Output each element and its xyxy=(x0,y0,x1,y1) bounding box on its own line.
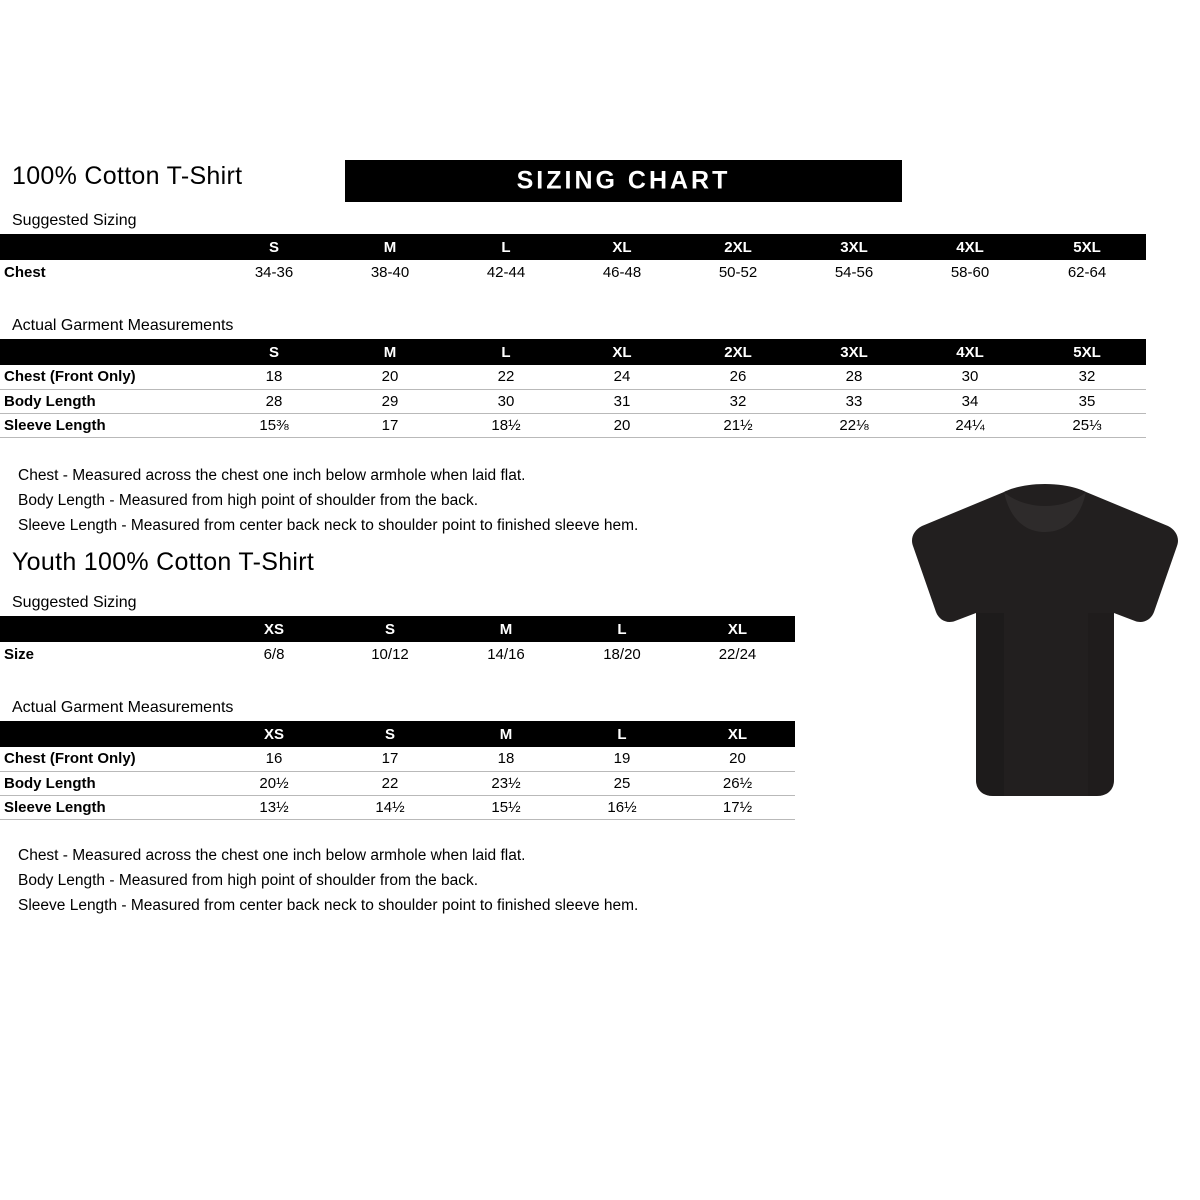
cell: 20 xyxy=(613,416,631,434)
cell: 30 xyxy=(961,368,979,386)
cell: 28 xyxy=(845,368,863,386)
cell: 14½ xyxy=(375,798,405,816)
column-header: 4XL xyxy=(912,339,1028,365)
cell: 17 xyxy=(381,750,399,768)
column-header: L xyxy=(564,616,680,642)
table-row xyxy=(0,365,1146,389)
column-header: XL xyxy=(564,234,680,260)
cell: 58-60 xyxy=(950,263,990,281)
column-header: 2XL xyxy=(680,234,796,260)
sizing-chart-banner xyxy=(345,160,902,202)
cell: 19 xyxy=(613,750,631,768)
cell: 17½ xyxy=(722,798,753,816)
cell: 26½ xyxy=(722,774,753,792)
column-header: 2XL xyxy=(680,339,796,365)
cell: 32 xyxy=(729,392,747,410)
cell: 18/20 xyxy=(603,645,641,663)
column-header: S xyxy=(332,616,448,642)
adult-measurement-notes xyxy=(18,463,638,538)
adult-actual-measurements-table xyxy=(0,339,1146,438)
cell: 26 xyxy=(729,368,747,386)
column-header: S xyxy=(216,234,332,260)
row-label: Sleeve Length xyxy=(4,798,106,816)
note-body-length: Body Length - Measured from high point of shoulder from the back. xyxy=(18,492,479,509)
note-chest: Chest - Measured across the chest one inch below armhole when laid flat. xyxy=(18,847,526,864)
column-header: L xyxy=(564,721,680,747)
adult-section-title: 100% Cotton T-Shirt xyxy=(12,162,243,190)
row-label: Body Length xyxy=(4,774,96,792)
row-label: Chest (Front Only) xyxy=(4,750,136,768)
column-header: XS xyxy=(216,616,332,642)
row-label: Body Length xyxy=(4,392,96,410)
column-header: M xyxy=(448,721,564,747)
cell: 24 xyxy=(613,368,631,386)
table-row xyxy=(0,413,1146,437)
cell: 22 xyxy=(497,368,515,386)
cell: 31 xyxy=(613,392,631,410)
cell: 15½ xyxy=(491,798,521,816)
cell: 50-52 xyxy=(718,263,758,281)
column-header: M xyxy=(332,339,448,365)
cell: 22/24 xyxy=(718,645,757,663)
table-row xyxy=(0,771,795,795)
table-row xyxy=(0,795,795,819)
cell: 10/12 xyxy=(371,645,409,663)
cell: 54-56 xyxy=(834,263,874,281)
table-header-row xyxy=(0,721,795,747)
cell: 20 xyxy=(729,750,746,768)
column-header: 3XL xyxy=(796,339,912,365)
table-row xyxy=(0,747,795,771)
column-header: M xyxy=(448,616,564,642)
row-label: Chest (Front Only) xyxy=(4,368,136,386)
cell: 14/16 xyxy=(487,645,525,663)
column-header: S xyxy=(332,721,448,747)
cell: 34 xyxy=(961,392,979,410)
column-header: XL xyxy=(680,721,795,747)
cell: 15⅜ xyxy=(259,416,289,434)
table-header-row xyxy=(0,234,1146,260)
table-row xyxy=(0,260,1146,284)
cell: 22⅛ xyxy=(839,416,869,434)
cell: 20½ xyxy=(259,774,289,792)
column-header: L xyxy=(448,339,564,365)
cell: 28 xyxy=(265,392,283,410)
cell: 20 xyxy=(381,368,399,386)
column-header: 4XL xyxy=(912,234,1028,260)
youth-actual-measurements-label: Actual Garment Measurements xyxy=(12,699,234,716)
sizing-chart-banner-label: SIZING CHART xyxy=(516,166,731,195)
t-shirt-illustration xyxy=(900,480,1190,810)
column-header: L xyxy=(448,234,564,260)
cell: 22 xyxy=(381,774,399,792)
note-chest: Chest - Measured across the chest one inch below armhole when laid flat. xyxy=(18,467,526,484)
header-row xyxy=(12,160,902,202)
note-sleeve-length: Sleeve Length - Measured from center back neck to shoulder point to finished sleeve hem. xyxy=(18,517,639,534)
cell: 6/8 xyxy=(263,645,285,663)
table-header-row xyxy=(0,339,1146,365)
cell: 24¼ xyxy=(955,416,985,434)
cell: 17 xyxy=(381,416,399,434)
cell: 46-48 xyxy=(602,263,642,281)
cell: 16 xyxy=(265,750,283,768)
column-header: XL xyxy=(564,339,680,365)
column-header xyxy=(0,339,216,365)
column-header: M xyxy=(332,234,448,260)
column-header: S xyxy=(216,339,332,365)
youth-section-title: Youth 100% Cotton T-Shirt xyxy=(12,548,315,576)
column-header xyxy=(0,234,216,260)
table-row xyxy=(0,389,1146,413)
column-header: XL xyxy=(680,616,795,642)
cell: 25⅓ xyxy=(1072,416,1102,434)
column-header xyxy=(0,616,216,642)
cell: 33 xyxy=(845,392,863,410)
cell: 18½ xyxy=(491,416,521,434)
adult-actual-measurements-label: Actual Garment Measurements xyxy=(12,317,234,334)
cell: 62-64 xyxy=(1067,263,1107,281)
column-header: 3XL xyxy=(796,234,912,260)
cell: 18 xyxy=(497,750,515,768)
cell: 29 xyxy=(381,392,399,410)
cell: 30 xyxy=(497,392,515,410)
column-header: XS xyxy=(216,721,332,747)
youth-actual-measurements-table xyxy=(0,721,795,820)
row-label: Size xyxy=(4,645,35,663)
column-header xyxy=(0,721,216,747)
cell: 25 xyxy=(613,774,631,792)
note-body-length: Body Length - Measured from high point of shoulder from the back. xyxy=(18,872,479,889)
column-header: 5XL xyxy=(1028,234,1146,260)
note-sleeve-length: Sleeve Length - Measured from center back neck to shoulder point to finished sleeve hem. xyxy=(18,897,639,914)
cell: 35 xyxy=(1078,392,1096,410)
youth-measurement-notes xyxy=(18,843,638,918)
youth-suggested-sizing-table xyxy=(0,616,795,666)
cell: 42-44 xyxy=(486,263,526,281)
youth-suggested-sizing-label: Suggested Sizing xyxy=(12,594,137,611)
cell: 21½ xyxy=(723,416,753,434)
cell: 32 xyxy=(1078,368,1096,386)
cell: 18 xyxy=(265,368,283,386)
cell: 34-36 xyxy=(254,263,294,281)
column-header: 5XL xyxy=(1028,339,1146,365)
row-label: Sleeve Length xyxy=(4,416,106,434)
cell: 13½ xyxy=(259,798,289,816)
table-row xyxy=(0,642,795,666)
row-label: Chest xyxy=(4,263,46,281)
adult-suggested-sizing-label: Suggested Sizing xyxy=(12,212,137,229)
adult-suggested-sizing-table xyxy=(0,234,1146,284)
cell: 38-40 xyxy=(370,263,410,281)
cell: 23½ xyxy=(491,774,521,792)
table-header-row xyxy=(0,616,795,642)
cell: 16½ xyxy=(607,798,637,816)
